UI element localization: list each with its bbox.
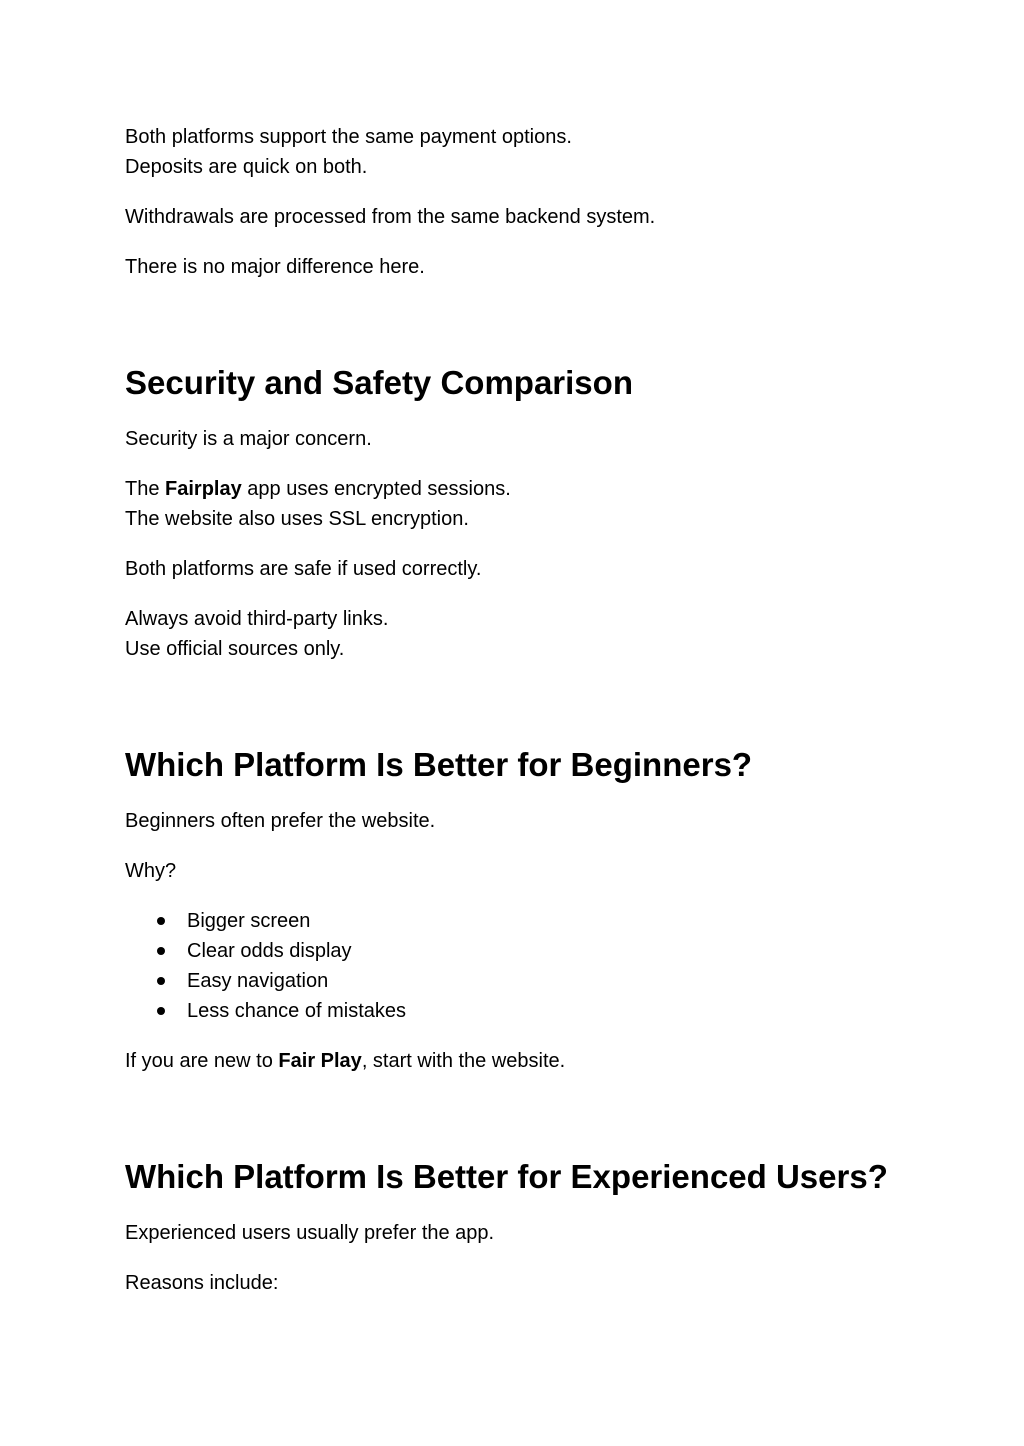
bullet-icon <box>157 977 165 985</box>
paragraph-safe-if-used-correctly <box>125 554 925 584</box>
list-item <box>125 966 925 996</box>
text-segment: , start with the website. <box>361 1050 566 1072</box>
bullet-icon <box>157 917 165 925</box>
section-experienced <box>125 1157 925 1298</box>
paragraph-reasons-include <box>125 1268 925 1298</box>
bullet-icon <box>157 947 165 955</box>
heading-better-for-beginners: Which Platform Is Better for Beginners? <box>125 746 753 783</box>
text-line: Experienced users usually prefer the app. <box>125 1222 495 1244</box>
text-line: The website also uses SSL encryption. <box>125 508 469 530</box>
paragraph-official-sources <box>125 604 925 664</box>
beginners-benefits-list <box>125 906 925 1026</box>
text-line: Both platforms are safe if used correctly. <box>125 558 482 580</box>
list-item <box>125 936 925 966</box>
text-segment: The <box>125 478 166 500</box>
paragraph-encryption <box>125 474 925 534</box>
bullet-icon <box>157 1007 165 1015</box>
paragraph-security-concern <box>125 424 925 454</box>
text-segment: app uses encrypted sessions. <box>241 478 511 500</box>
section-security <box>125 363 925 664</box>
heading-security-and-safety: Security and Safety Comparison <box>125 364 633 401</box>
paragraph-start-with-website <box>125 1046 925 1076</box>
list-item-text: Bigger screen <box>187 910 311 932</box>
list-item-text: Clear odds display <box>187 940 352 962</box>
text-line: Reasons include: <box>125 1272 279 1294</box>
paragraph-withdrawals <box>125 202 925 232</box>
paragraph-payment-options <box>125 122 925 182</box>
paragraph-why <box>125 856 925 886</box>
text-line: Security is a major concern. <box>125 428 372 450</box>
paragraph-no-difference <box>125 252 925 282</box>
list-item <box>125 996 925 1026</box>
section-payment-comparison <box>125 122 925 282</box>
document-content <box>125 122 925 1318</box>
brand-name-fairplay: Fairplay <box>165 478 242 500</box>
text-segment: If you are new to <box>125 1050 279 1072</box>
list-item-text: Easy navigation <box>187 970 329 992</box>
text-line: Beginners often prefer the website. <box>125 810 436 832</box>
section-beginners <box>125 745 925 1076</box>
list-item <box>125 906 925 936</box>
list-item-text: Less chance of mistakes <box>187 1000 406 1022</box>
text-line: Withdrawals are processed from the same backend system. <box>125 206 656 228</box>
heading-better-for-experienced: Which Platform Is Better for Experienced Users? <box>125 1158 888 1195</box>
text-line: Use official sources only. <box>125 638 345 660</box>
text-line: Why? <box>125 860 177 882</box>
paragraph-beginners-prefer <box>125 806 925 836</box>
paragraph-experienced-prefer <box>125 1218 925 1248</box>
text-line: Both platforms support the same payment options. <box>125 126 572 148</box>
text-line: Always avoid third-party links. <box>125 608 389 630</box>
brand-name-fair-play: Fair Play <box>278 1050 362 1072</box>
text-line: There is no major difference here. <box>125 256 425 278</box>
text-line: Deposits are quick on both. <box>125 156 368 178</box>
